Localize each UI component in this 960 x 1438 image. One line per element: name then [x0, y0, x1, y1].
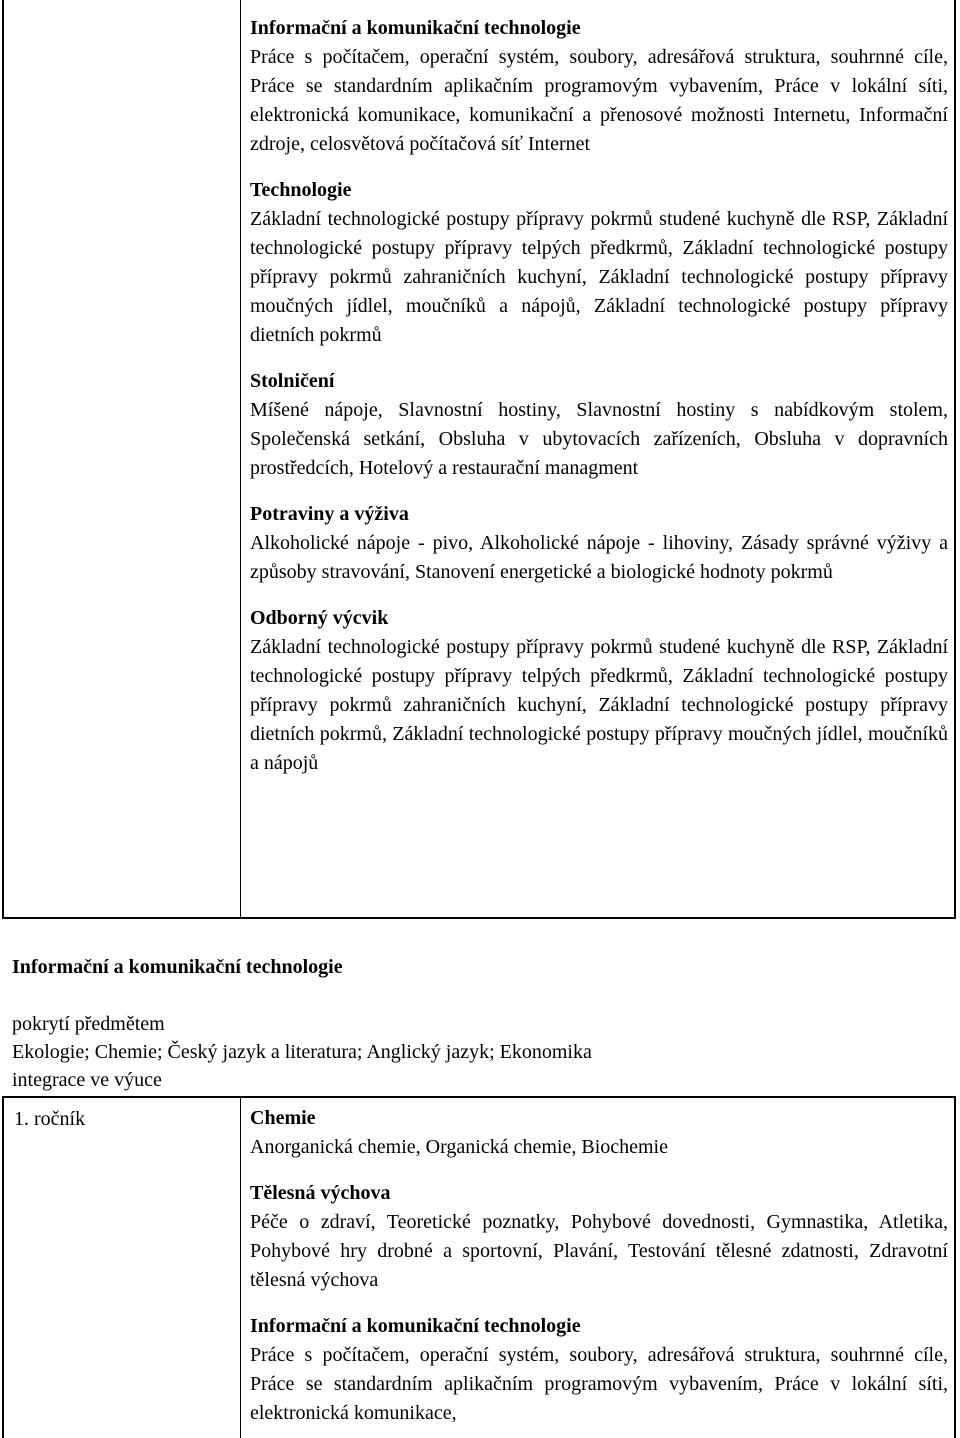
- subject-heading: Informační a komunikační technologie: [250, 17, 581, 39]
- top-table-content: [250, 14, 948, 778]
- subject-block-potraviny: [250, 500, 948, 587]
- subject-topics: Základní technologické postupy přípravy pokrmů studené kuchyně dle RSP, Základní technologické postupy přípravy telpých předkrmů, Základní technologické postupy přípravy pokrmů zahraničních kuchyní, Základní technologické postupy přípravy moučných jídlel, moučníků a nápojů, Základní technologické postupy přípravy dietních pokrmů: [250, 208, 948, 346]
- subject-block-ict: [250, 14, 948, 159]
- subject-heading: Chemie: [250, 1107, 316, 1129]
- year-label: 1. ročník: [14, 1108, 86, 1130]
- coverage-label: pokrytí předmětem: [12, 1013, 165, 1035]
- subject-topics: Péče o zdraví, Teoretické poznatky, Pohybové dovednosti, Gymnastika, Atletika, Pohybové hry drobné a sportovní, Plavání, Testování tělesné zdatnosti, Zdravotní tělesná výchova: [250, 1211, 948, 1291]
- year-cell-empty: [4, 0, 241, 917]
- subject-heading: Odborný výcvik: [250, 607, 389, 629]
- subject-topics: Anorganická chemie, Organická chemie, Biochemie: [250, 1136, 668, 1158]
- subject-topics: Alkoholické nápoje - pivo, Alkoholické nápoje - lihoviny, Zásady správné výživy a způsoby stravování, Stanovení energetické a biologické hodnoty pokrmů: [250, 532, 948, 583]
- subject-heading: Stolničení: [250, 370, 335, 392]
- subject-topics: Míšené nápoje, Slavnostní hostiny, Slavnostní hostiny s nabídkovým stolem, Společenská setkání, Obsluha v ubytovacích zařízeních, Obsluha v dopravních prostředcích, Hotelový a restaurační managment: [250, 399, 948, 479]
- subject-block-telesna-vychova: [250, 1179, 948, 1295]
- subject-block-ict: [250, 1312, 948, 1428]
- coverage-subjects: Ekologie; Chemie; Český jazyk a literatura; Anglický jazyk; Ekonomika: [12, 1041, 592, 1063]
- subject-block-chemie: [250, 1104, 948, 1162]
- subject-topics: Práce s počítačem, operační systém, soubory, adresářová struktura, souhrnné cíle, Práce se standardním aplikačním programovým vybavením, Práce v lokální síti, elektronická komunikace,: [250, 1344, 948, 1424]
- bottom-table-content: [250, 1104, 948, 1428]
- subject-block-odborny-vycvik: [250, 604, 948, 778]
- year-cell: [4, 1098, 241, 1438]
- subject-heading: Potraviny a výživa: [250, 503, 409, 525]
- section-title: Informační a komunikační technologie: [12, 956, 343, 978]
- subject-topics: Práce s počítačem, operační systém, soubory, adresářová struktura, souhrnné cíle, Práce se standardním aplikačním programovým vybavením, Práce v lokální síti, elektronická komunikace, komunikační a přenosové možnosti Internetu, Informační zdroje, celosvětová počítačová síť Internet: [250, 46, 948, 155]
- subject-topics: Základní technologické postupy přípravy pokrmů studené kuchyně dle RSP, Základní technologické postupy přípravy telpých předkrmů, Základní technologické postupy přípravy pokrmů zahraničních kuchyní, Základní technologické postupy přípravy dietních pokrmů, Základní technologické postupy přípravy moučných jídlel, moučníků a nápojů: [250, 636, 948, 774]
- subject-block-technologie: [250, 176, 948, 350]
- subject-block-stolniceni: [250, 367, 948, 483]
- subject-heading: Informační a komunikační technologie: [250, 1315, 581, 1337]
- integration-label: integrace ve výuce: [12, 1069, 162, 1091]
- subject-heading: Tělesná výchova: [250, 1182, 391, 1204]
- subject-heading: Technologie: [250, 179, 352, 201]
